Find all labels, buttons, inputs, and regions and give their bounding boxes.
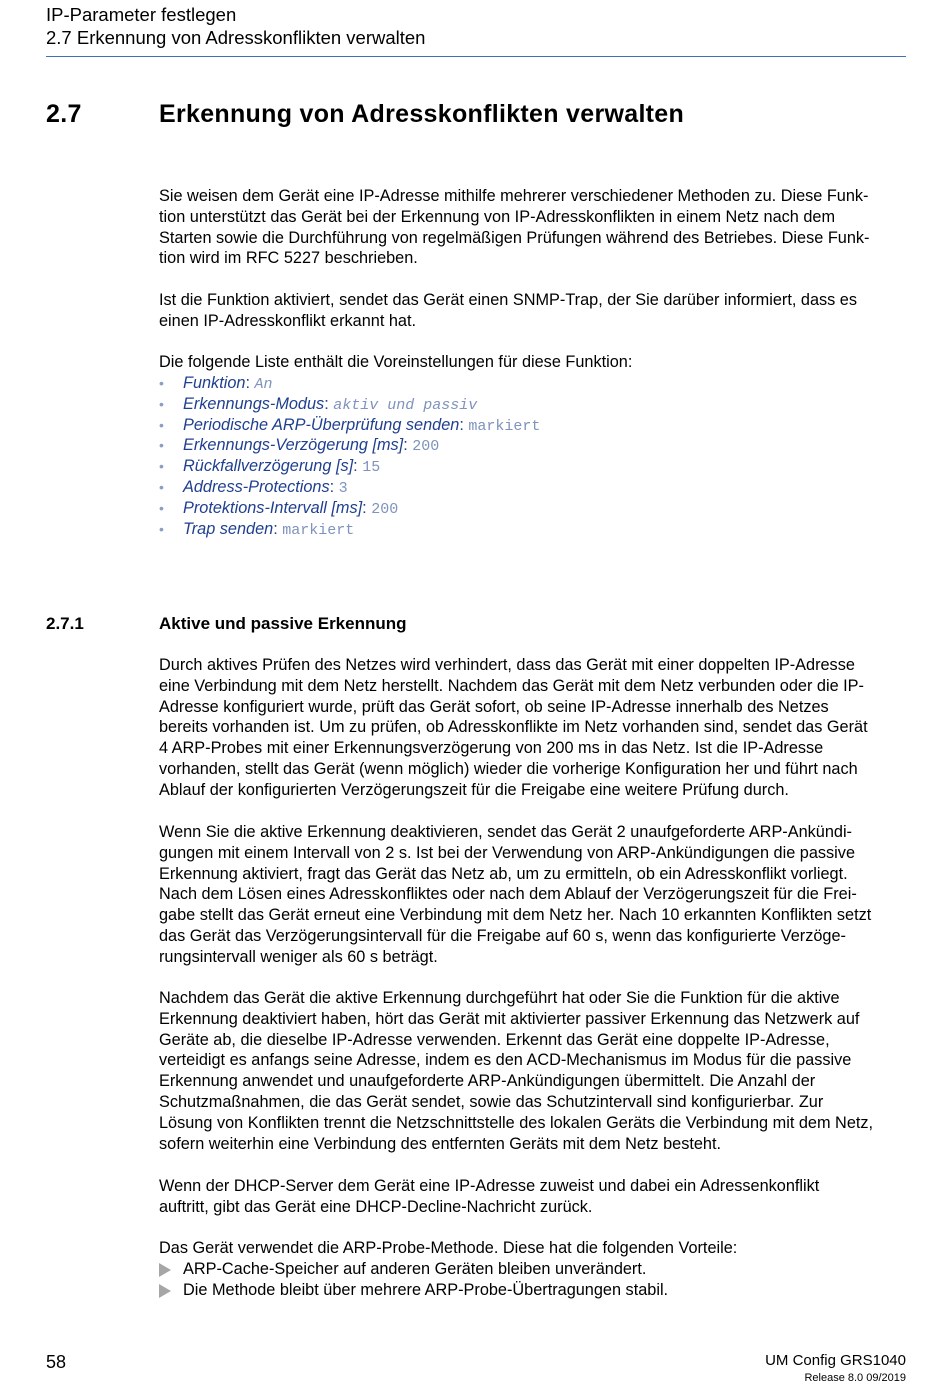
parameter-name: Erkennungs-Verzögerung [ms] [183, 436, 404, 455]
text-line: tion unterstützt das Gerät bei der Erkennung von IP-Adresskonflikten in einem Netz nach dem [159, 207, 836, 226]
running-header-chapter: IP-Parameter festlegen [46, 4, 237, 25]
text-line: Nachdem das Gerät die aktive Erkennung durchgeführt hat oder Sie die Funktion für die aktive [159, 989, 840, 1007]
text-line: Lösung von Konflikten trennt die Netzschnittstelle des lokalen Geräts die Verbindung mit dem Netz, [159, 1113, 874, 1132]
paragraph-dhcp [159, 1176, 919, 1218]
text-line: gabe stellt das Gerät erneut eine Verbindung mit dem Netz her. Nach 10 erkannten Konflikten setzt [159, 906, 872, 925]
header-divider [46, 56, 906, 57]
parameter-value: aktiv und passiv [333, 396, 478, 414]
bullet-icon: • [159, 375, 164, 391]
advantage-text: Die Methode bleibt über mehrere ARP-Probe-Übertragungen stabil. [183, 1280, 669, 1299]
parameter-name: Rückfallverzögerung [s] [183, 457, 354, 476]
list-item: • Address-Protections: 3 [159, 477, 348, 497]
list-item: • Trap senden: markiert [159, 519, 355, 539]
text-line: Schutzmaßnahmen, die das Gerät sendet, sowie das Schutzintervall sind konfigurierbar. Zur [159, 1092, 824, 1111]
defaults-list [159, 373, 540, 539]
section-number: 2.7 [46, 100, 82, 128]
text-line: Ablauf der konfigurierten Verzögerungszeit für die Freigabe eine weitere Prüfung durch. [159, 780, 789, 799]
section-title: Erkennung von Adresskonflikten verwalten [159, 100, 685, 128]
text-line: Geräte ab, die dieselbe IP-Adresse verwenden. Erkennt das Gerät eine doppelte IP-Adresse, [159, 1030, 830, 1049]
text-line: eine Verbindung mit dem Netz herstellt. Nachdem das Gerät mit dem Netz verbunden oder die IP- [159, 676, 864, 695]
list-item: • Funktion: An [159, 374, 273, 393]
parameter-value: 200 [412, 438, 440, 456]
parameter-value: 15 [362, 459, 381, 477]
list-item: • Protektions-Intervall [ms]: 200 [159, 498, 399, 518]
parameter-value: An [254, 376, 273, 393]
parameter-name: Trap senden [183, 519, 274, 538]
parameter-name: Funktion [183, 374, 246, 392]
bullet-icon: • [159, 437, 164, 454]
triangle-bullet-icon [159, 1284, 171, 1298]
parameter-name: Protektions-Intervall [ms] [183, 498, 363, 517]
list-item: • Erkennungs-Verzögerung [ms]: 200 [159, 436, 440, 456]
text-line: sofern weiterhin eine Verbindung des entfernten Geräts mit dem Netz besteht. [159, 1134, 722, 1153]
bullet-icon: • [159, 458, 164, 475]
advantage-text: ARP-Cache-Speicher auf anderen Geräten bleiben unverändert. [183, 1260, 647, 1278]
text-line: Nach dem Lösen eines Adresskonfliktes oder nach dem Ablauf der Verzögerungszeit für die Frei- [159, 885, 857, 904]
bullet-icon: • [159, 478, 164, 495]
text-line: Wenn der DHCP-Server dem Gerät eine IP-Adresse zuweist und dabei ein Adressenkonflikt [159, 1177, 820, 1195]
text-line: Adresse konfiguriert wurde, prüft das Gerät sofort, ob seine IP-Adresse innerhalb des Netzes [159, 697, 829, 716]
subsection-title: Aktive und passive Erkennung [159, 614, 407, 633]
page-number: 58 [46, 1352, 67, 1372]
parameter-value: 200 [371, 500, 399, 518]
bullet-icon: • [159, 395, 164, 412]
text-line: Ist die Funktion aktiviert, sendet das Gerät einen SNMP-Trap, der Sie darüber informiert, dass es [159, 291, 857, 309]
text-line: gungen mit einem Intervall von 2 s. Ist bei der Verwendung von ARP-Ankündigungen die passive [159, 843, 855, 862]
trap-paragraph [159, 290, 919, 332]
parameter-name: Periodische ARP-Überprüfung senden [183, 415, 460, 434]
triangle-bullet-icon [159, 1263, 171, 1277]
advantages-list [159, 1259, 668, 1301]
text-line: Erkennung anwendet und unaufgeforderte ARP-Ankündigungen übermittelt. Die Anzahl der [159, 1072, 816, 1091]
text-line: Sie weisen dem Gerät eine IP-Adresse mithilfe mehrerer verschiedener Methoden zu. Diese Funk- [159, 187, 869, 205]
text-line: vorhanden, stellt das Gerät (wenn möglich) wieder die vorherige Konfiguration her und führt nach [159, 759, 858, 778]
text-line: verteidigt es anfangs seine Adresse, indem es den ACD-Mechanismus im Modus für die passive [159, 1051, 852, 1070]
text-line: Erkennung deaktiviert haben, hört das Gerät mit aktivierter passiver Erkennung das Netzwerk auf [159, 1009, 860, 1028]
list-item [159, 1280, 668, 1301]
paragraph-deactivate-active [159, 822, 919, 968]
text-line: Durch aktives Prüfen des Netzes wird verhindert, dass das Gerät mit einer doppelten IP-Adresse [159, 656, 855, 674]
paragraph-arp-probe [159, 1238, 919, 1259]
text-line: Die folgende Liste enthält die Voreinstellungen für diese Funktion: [159, 353, 633, 371]
intro-paragraph [159, 186, 919, 269]
text-line: 4 ARP-Probes mit einer Erkennungsverzögerung von 200 ms in das Netz. Ist die IP-Adresse [159, 739, 824, 758]
text-line: Starten sowie die Durchführung von regelmäßigen Prüfungen während des Betriebes. Diese Funk- [159, 228, 870, 247]
parameter-name: Address-Protections [183, 477, 330, 496]
bullet-icon: • [159, 520, 164, 537]
text-line: Wenn Sie die aktive Erkennung deaktivieren, sendet das Gerät 2 unaufgeforderte ARP-Ankündi- [159, 823, 852, 841]
parameter-name: Erkennungs-Modus [183, 394, 325, 413]
release-info: Release 8.0 09/2019 [804, 1372, 906, 1384]
paragraph-active-detection [159, 655, 919, 801]
defaults-intro [159, 352, 919, 373]
subsection-number: 2.7.1 [46, 614, 84, 633]
list-item: • Rückfallverzögerung [s]: 15 [159, 457, 381, 477]
running-header-section: 2.7 Erkennung von Adresskonflikten verwalten [46, 27, 426, 48]
text-line: das Gerät das Verzögerungsintervall für die Freigabe auf 60 s, wenn das konfigurierte Verzöge- [159, 926, 846, 945]
text-line: tion wird im RFC 5227 beschrieben. [159, 249, 418, 268]
bullet-icon: • [159, 416, 164, 433]
list-item [159, 1259, 668, 1280]
parameter-value: markiert [282, 521, 355, 539]
bullet-icon: • [159, 499, 164, 516]
text-line: Erkennung aktiviert, fragt das Gerät das Netz ab, um zu ermitteln, ob ein Adresskonflikt vorliegt. [159, 864, 848, 883]
text-line: auftritt, gibt das Gerät eine DHCP-Decline-Nachricht zurück. [159, 1197, 593, 1216]
text-line: bereits vorhanden ist. Um zu prüfen, ob Adresskonflikte im Netz vorhanden sind, sendet das Gerät [159, 718, 868, 737]
parameter-value: markiert [468, 417, 541, 435]
list-item: • Periodische ARP-Überprüfung senden: markiert [159, 415, 541, 435]
parameter-value: 3 [338, 479, 348, 497]
text-line: einen IP-Adresskonflikt erkannt hat. [159, 311, 417, 330]
text-line: rungsintervall weniger als 60 s beträgt. [159, 947, 438, 966]
list-item: • Erkennungs-Modus: aktiv und passiv [159, 394, 478, 414]
text-line: Das Gerät verwendet die ARP-Probe-Methode. Diese hat die folgenden Vorteile: [159, 1239, 738, 1257]
document-title: UM Config GRS1040 [765, 1352, 906, 1369]
paragraph-passive-detection [159, 988, 919, 1154]
